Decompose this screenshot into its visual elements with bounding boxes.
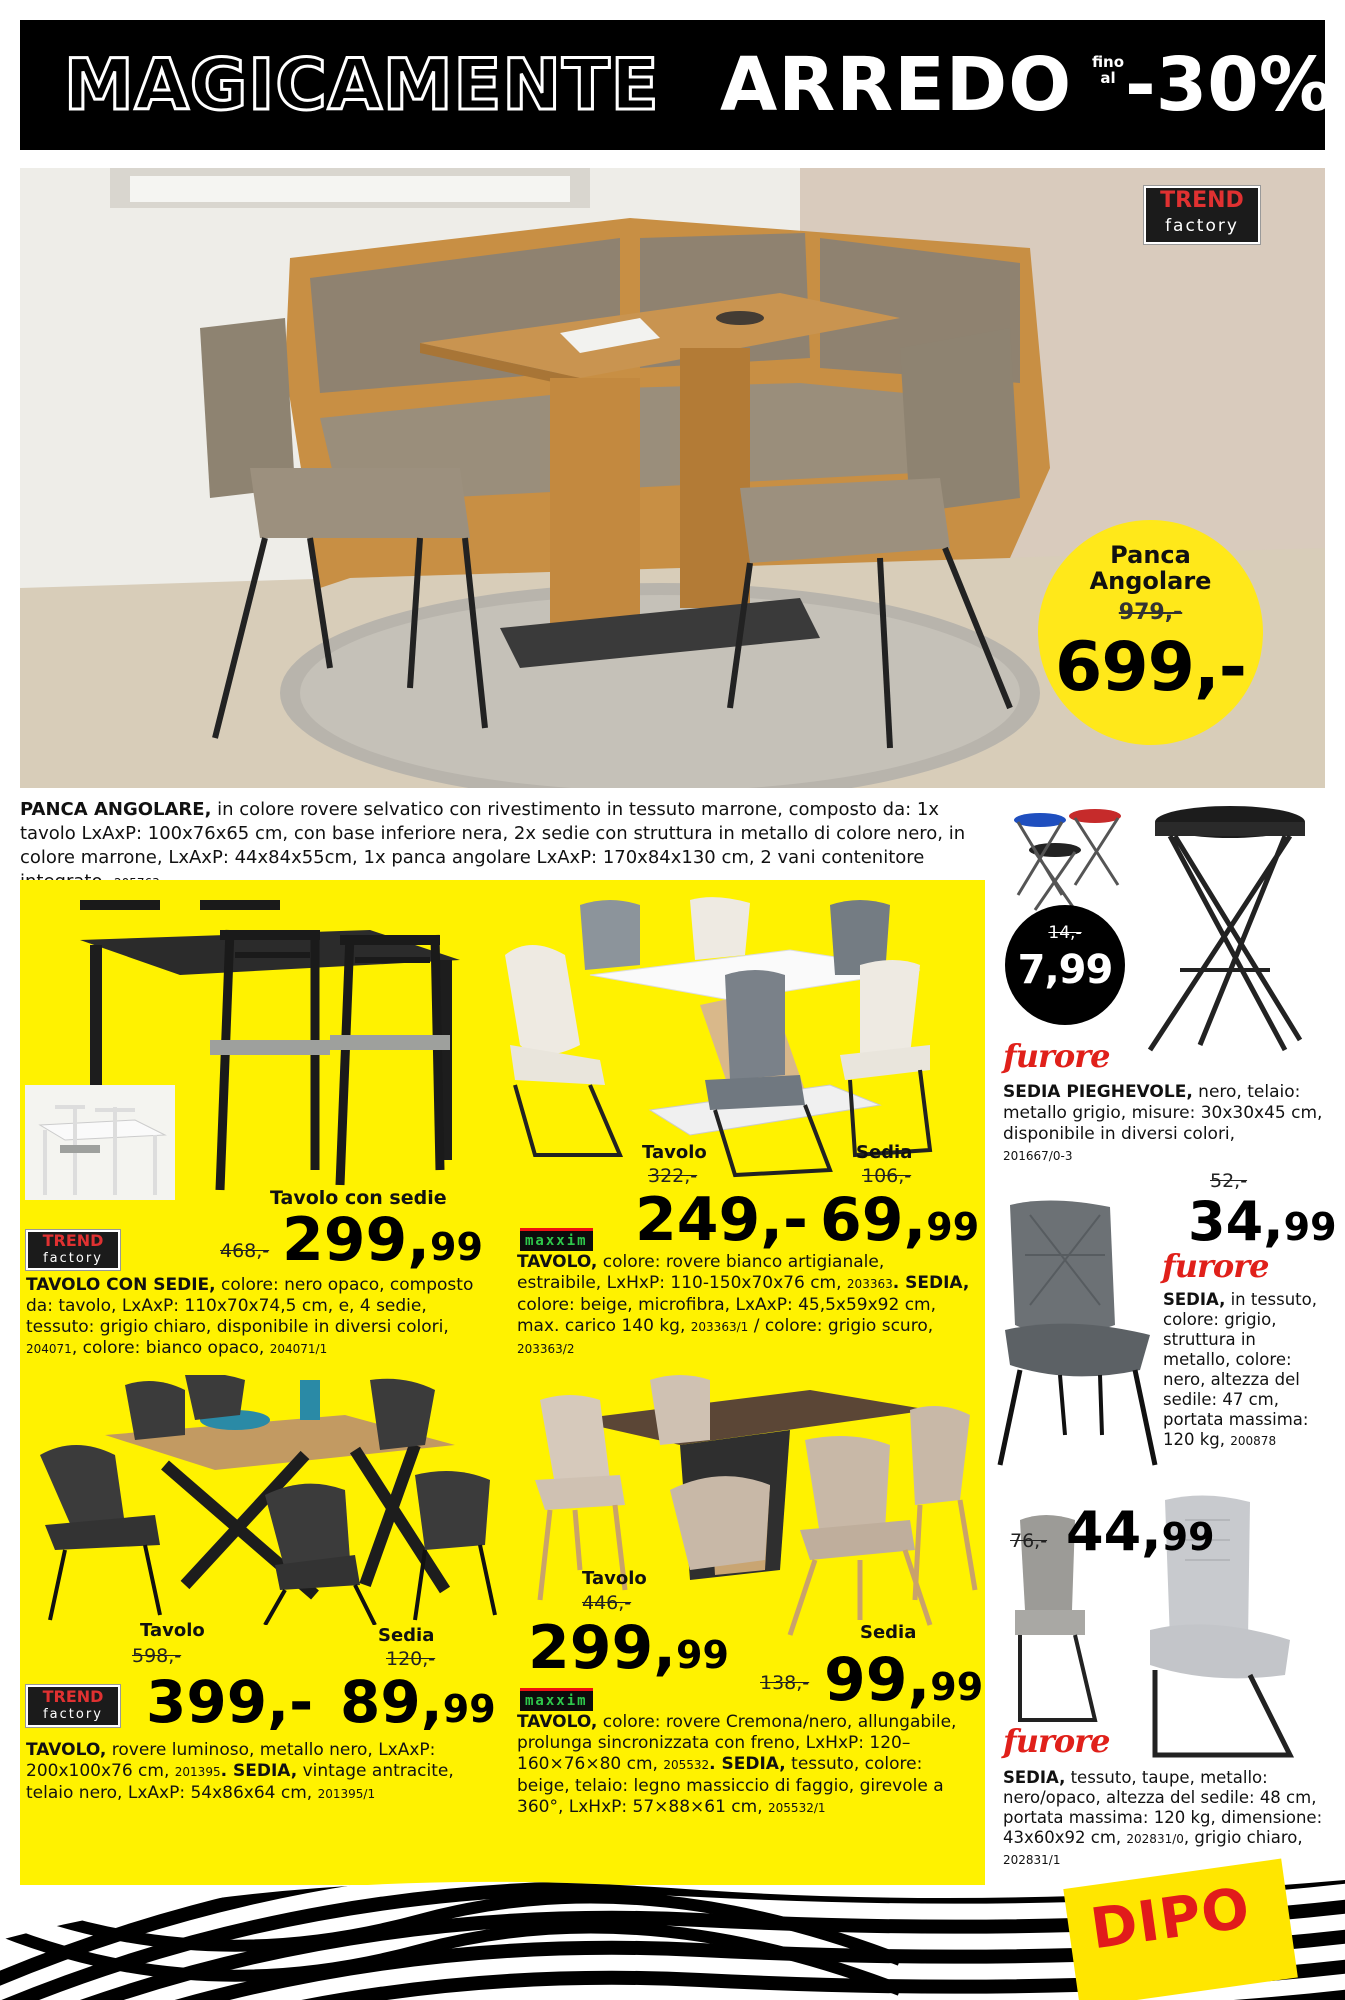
p4-chair-old-price: 138,- [760,1672,810,1694]
badge-title-2: Angolare [1089,567,1212,595]
p4-table-price: 299,99 [528,1613,729,1683]
p4-chair-label: Sedia [860,1622,917,1643]
p3-desc-bold-2: . SEDIA, [220,1761,298,1781]
stool-old-price: 14,- [1048,923,1082,943]
p2-description [517,1252,972,1360]
p1-old-price: 468,- [220,1240,270,1262]
maxxim-logo-1: maxxim [520,1228,593,1251]
p2-code-1: 203363 [846,1277,893,1291]
p2-chair-old-price: 106,- [862,1165,912,1187]
white-table-set-illustration [25,1085,175,1200]
p2-desc-text-1: colore: rovere bianco artigianale, estraibile, LxHxP: 110-150x70x76 cm, [517,1252,885,1293]
p2-desc-bold-2: . SEDIA, [892,1273,970,1293]
p2-table-price: 249,- [635,1185,808,1255]
stool-desc-bold: SEDIA PIEGHEVOLE, [1003,1082,1193,1102]
taupe-chair-desc-text-2: , grigio chiaro, [1183,1828,1303,1847]
stool-price: 7,99 [1017,947,1113,993]
p1-price: 299,99 [282,1205,483,1275]
p2-code-2: 203363/1 [690,1320,749,1334]
p4-code-2: 205532/1 [768,1801,826,1815]
stool-desc-text: nero, telaio: metallo grigio, misure: 30x30x45 cm, disponibile in diversi colori, [1003,1082,1323,1144]
p3-description [26,1740,486,1805]
p2-code-3: 203363/2 [517,1342,575,1356]
bench-price-badge [1038,520,1263,745]
grey-chair-old-price: 52,- [1210,1170,1248,1192]
p4-table-old-price: 446,- [582,1592,632,1614]
maxxim-logo-2: maxxim [520,1688,593,1711]
grey-chair-description [1163,1290,1328,1451]
p3-desc-text-1: rovere luminoso, metallo nero, LxAxP: 200x100x76 cm, [26,1740,436,1781]
stool-code: 201667/0-3 [1003,1149,1073,1163]
p4-desc-text-1: colore: rovere Cremona/nero, allungabile, prolunga sincronizzata con freno, LxHxP: 120–160×76×80 cm, [517,1712,957,1774]
grey-chair-desc-text: in tessuto, colore: grigio, struttura in metallo, colore: nero, altezza del sedile: 47 cm, portata massima: 120 kg, [1163,1290,1317,1449]
yellow-offers-block [20,880,985,1885]
p1-desc-bold: TAVOLO CON SEDIE, [26,1275,216,1295]
p3-table-label: Tavolo [140,1620,205,1641]
bench-desc-bold: PANCA ANGOLARE, [20,799,212,820]
discount-label: -30% [1125,42,1333,128]
fino-al-label: fino al [1091,53,1125,87]
p2-chair-price: 69,99 [820,1185,980,1255]
p1-code-1: 204071 [26,1342,72,1356]
p3-chair-old-price: 120,- [386,1648,436,1670]
headline-outline: MAGICAMENTE [64,44,660,126]
p1-desc-text-2: , colore: bianco opaco, [71,1338,265,1358]
taupe-chair-desc-text: tessuto, taupe, metallo: nero/opaco, altezza del sedile: 48 cm, portata massima: 120 kg, dimensione: 43x60x92 cm, [1003,1768,1323,1847]
grey-chair-desc-bold: SEDIA, [1163,1290,1226,1309]
p2-desc-text-2: colore: beige, microfibra, LxAxP: 45,5x59x92 cm, max. carico 140 kg, [517,1295,937,1336]
p1-description [26,1275,486,1360]
grey-chair-code: 200878 [1230,1434,1277,1448]
p2-chair-label: Sedia [856,1142,913,1163]
p3-chair-label: Sedia [378,1625,435,1646]
taupe-chair-price: 44,99 [1066,1500,1215,1563]
p4-desc-bold-2: . SEDIA, [709,1754,786,1774]
p1-desc-text: colore: nero opaco, composto da: tavolo, LxAxP: 110x70x74,5 cm, e, 4 sedie, tessuto: grigio chiaro, disponibile in diversi colori, [26,1275,474,1337]
taupe-chair-code-1: 202831/0 [1126,1832,1184,1846]
trend-factory-logo-3: TREND factory [26,1685,120,1727]
p4-table-label: Tavolo [582,1568,647,1589]
grey-chair-illustration [990,1195,1170,1475]
furore-logo-2: furore [1162,1247,1269,1285]
p3-desc-bold-1: TAVOLO, [26,1740,107,1760]
header-banner [20,20,1333,150]
badge-title-1: Panca [1110,541,1191,569]
p2-desc-text-3: / colore: grigio scuro, [753,1316,934,1336]
bench-price: 699,- [1055,628,1246,707]
bench-old-price: 979,- [1118,600,1183,625]
p2-desc-bold-1: TAVOLO, [517,1252,598,1272]
taupe-chair-code-2: 202831/1 [1003,1853,1061,1867]
p4-chair-price: 99,99 [824,1645,984,1715]
p4-desc-text-2: tessuto, colore: beige, telaio: legno massiccio di faggio, girevole a 360°, LxHxP: 57×88×61 cm, [517,1754,944,1817]
furore-logo-1: furore [1003,1037,1110,1075]
p3-code-1: 201395 [174,1765,221,1779]
furore-logo-3: furore [1003,1722,1110,1760]
p3-desc-text-2: vintage antracite, telaio nero, LxAxP: 54x86x64 cm, [26,1761,454,1803]
bench-desc-text: in colore rovere selvatico con rivestimento in tessuto marrone, composto da: 1x tavolo LxAxP: 100x76x65 cm, con base inferiore nera, 2x sedie con struttura in metallo di colore nero, in colore marrone, LxAxP: 44x84x55cm, 1x panca angolare LxAxP: 170x84x130 cm, 2 vani contenitore [20,799,966,868]
dipo-logo-text: DIPO [1086,1875,1255,1963]
grey-chair-price: 34,99 [1188,1190,1337,1253]
trend-factory-logo-2: TREND factory [26,1230,120,1270]
p3-table-old-price: 598,- [132,1645,182,1667]
stool-price-badge [1005,905,1125,1025]
stool-description [1003,1082,1328,1167]
p3-code-2: 201395/1 [317,1787,376,1801]
taupe-chair-desc-bold: SEDIA, [1003,1768,1066,1787]
p1-label: Tavolo con sedie [270,1187,447,1209]
p1-code-2: 204071/1 [269,1342,328,1356]
oak-table-anthracite-chairs-illustration [35,1375,505,1625]
trend-factory-logo: TREND factory [1144,186,1260,244]
p2-table-label: Tavolo [642,1142,707,1163]
headline-solid: ARREDO [720,42,1073,128]
taupe-chair-old-price: 76,- [1010,1530,1048,1552]
p2-table-old-price: 322,- [648,1165,698,1187]
p3-table-price: 399,- [146,1668,314,1736]
p4-code-1: 205532 [663,1758,710,1772]
p4-desc-bold-1: TAVOLO, [517,1712,598,1732]
p3-chair-price: 89,99 [340,1668,496,1736]
